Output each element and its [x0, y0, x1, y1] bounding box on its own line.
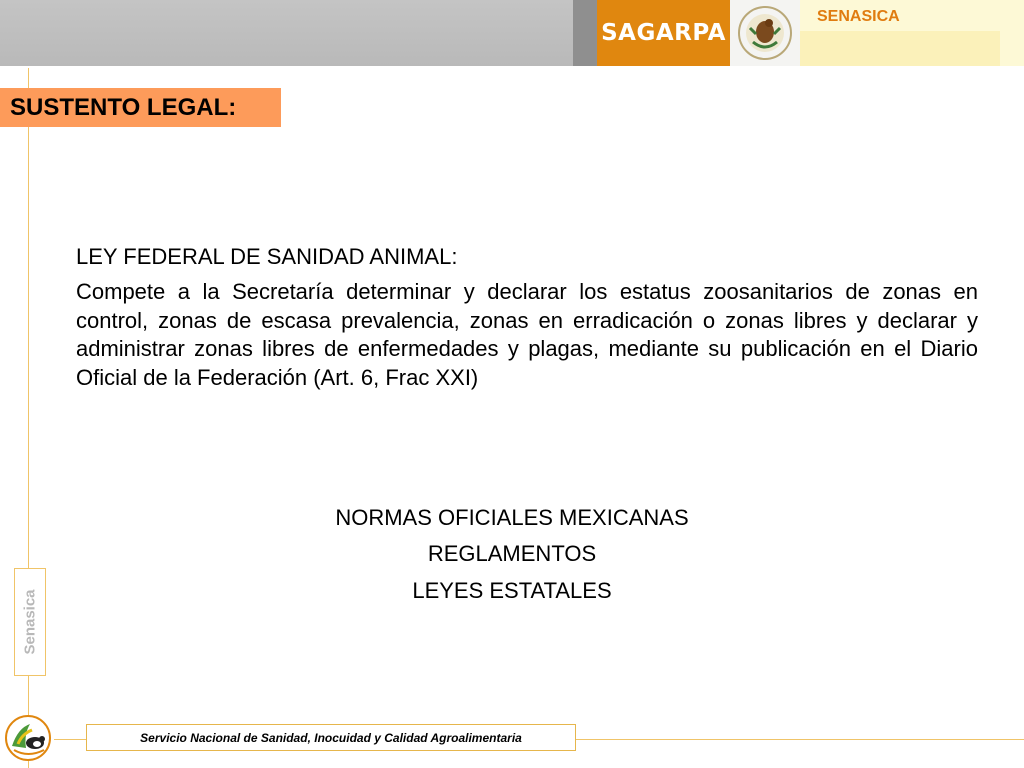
list-item: REGLAMENTOS — [427, 541, 597, 566]
list-item: NORMAS OFICIALES MEXICANAS — [335, 505, 689, 530]
law-heading: LEY FEDERAL DE SANIDAD ANIMAL: — [76, 244, 458, 269]
senasica-header-box — [800, 0, 1024, 66]
senasica-header-inner — [800, 31, 1000, 66]
list-item: LEYES ESTATALES — [412, 578, 612, 603]
header-band — [0, 0, 573, 66]
left-rule-lower — [28, 676, 29, 716]
law-paragraph: Compete a la Secretaría determinar y declarar los estatus zoosanitarios de zonas en control, zonas de escasa prevalencia, zonas en erradicación o zonas libres y declarar y administrar zonas libres de enfermedades y plagas, mediante su publicación en el Diario Oficial de la Federación (Art. 6, Frac XXI) — [76, 279, 978, 390]
page-title — [0, 88, 281, 127]
side-tab-label: Senasica — [21, 589, 39, 655]
footer-box — [86, 724, 576, 751]
senasica-label: SENASICA — [817, 8, 900, 25]
left-rule — [28, 68, 29, 568]
senasica-logo-icon — [4, 714, 52, 762]
senasica-side-tab — [14, 568, 46, 676]
sagarpa-logo — [597, 0, 730, 66]
page-title-text: SUSTENTO LEGAL: — [10, 93, 237, 121]
mexico-seal-icon — [730, 0, 800, 66]
header-divider — [573, 0, 597, 66]
sagarpa-label: SAGARPA — [601, 20, 726, 46]
footer-text: Servicio Nacional de Sanidad, Inocuidad y Calidad Agroalimentaria — [140, 730, 522, 745]
